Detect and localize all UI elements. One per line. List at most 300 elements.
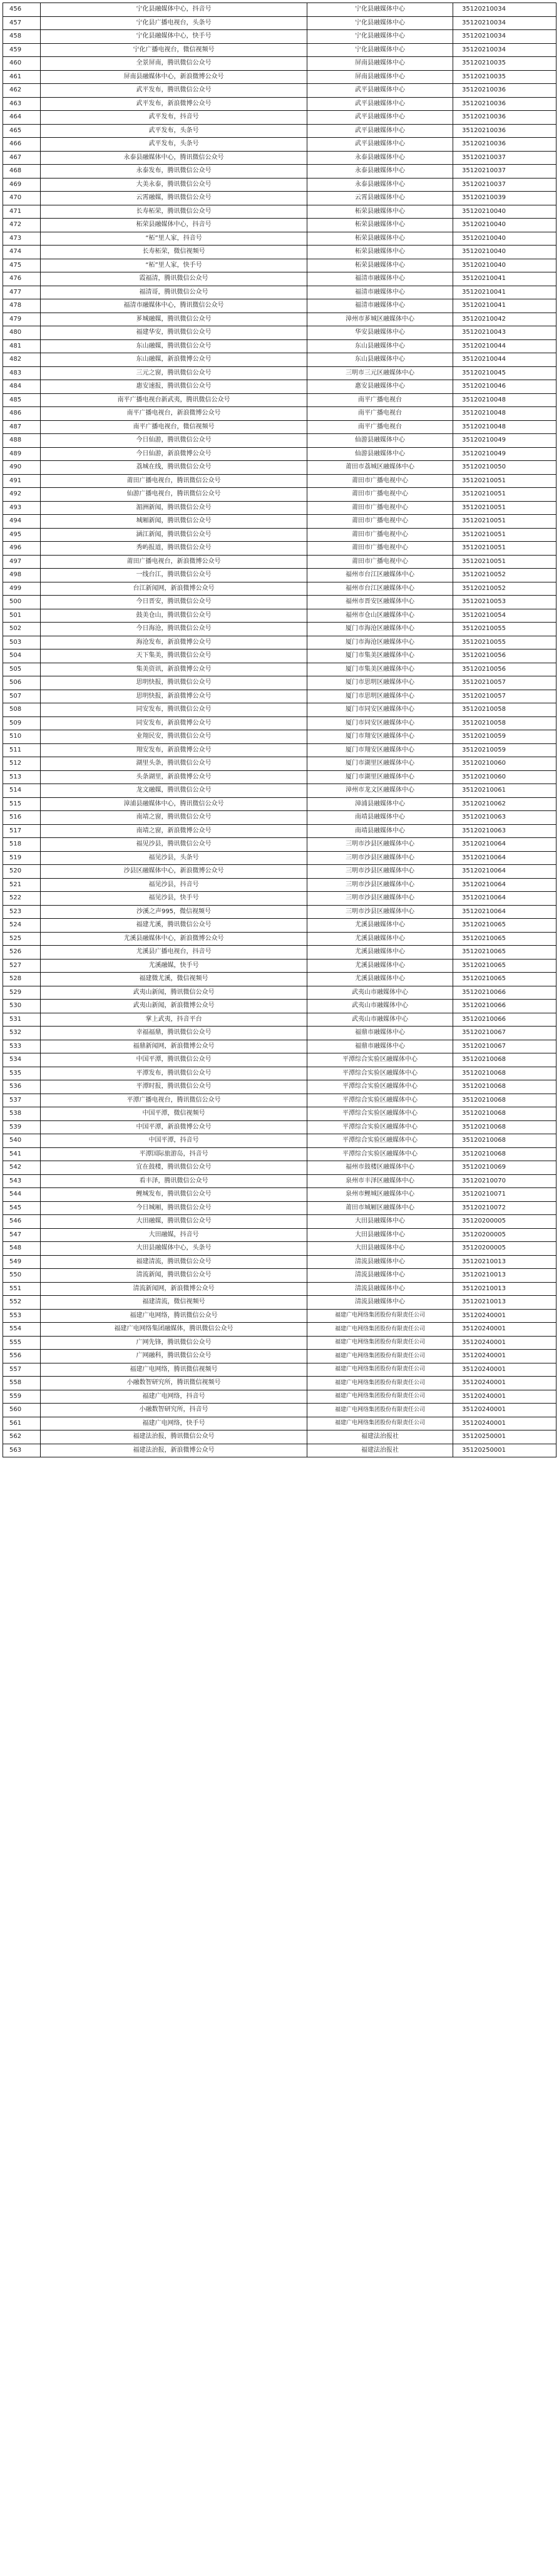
row-number-cell: 487 — [3, 420, 41, 434]
account-name-cell: 涵江新闻，腾讯微信公众号 — [41, 528, 307, 542]
organization-name-cell: 厦门市海沧区融媒体中心 — [307, 623, 453, 636]
organization-name-cell: 南靖县融媒体中心 — [307, 824, 453, 838]
account-name-cell: 思明快报，新浪微博公众号 — [41, 690, 307, 703]
registration-code-cell: 35120210064 — [453, 865, 556, 879]
registration-code-cell: 35120210034 — [453, 43, 556, 57]
table-row — [3, 838, 556, 852]
organization-name-cell: 厦门市海沧区融媒体中心 — [307, 636, 453, 649]
organization-name-cell: 平潭综合实验区融媒体中心 — [307, 1053, 453, 1067]
table-row — [3, 1323, 556, 1337]
account-name-cell: 武平发布，新浪微博公众号 — [41, 97, 307, 111]
organization-name-cell: 厦门市湖里区融媒体中心 — [307, 770, 453, 784]
registration-code-cell: 35120210050 — [453, 461, 556, 475]
table-row — [3, 730, 556, 744]
table-row — [3, 16, 556, 30]
registration-code-cell: 35120210051 — [453, 528, 556, 542]
row-number-cell: 524 — [3, 919, 41, 933]
table-row — [3, 649, 556, 663]
organization-name-cell: 屏南县融媒体中心 — [307, 70, 453, 84]
registration-code-cell: 35120210067 — [453, 1040, 556, 1053]
table-row — [3, 596, 556, 609]
table-row — [3, 636, 556, 649]
registration-code-cell: 35120210063 — [453, 811, 556, 825]
table-row — [3, 178, 556, 192]
registration-code-cell: 35120240001 — [453, 1336, 556, 1350]
organization-name-cell: 三明市沙县区融媒体中心 — [307, 838, 453, 852]
account-name-cell: 漳浦县融媒体中心，腾讯微信公众号 — [41, 797, 307, 811]
row-number-cell: 523 — [3, 905, 41, 919]
row-number-cell: 552 — [3, 1296, 41, 1310]
row-number-cell: 484 — [3, 380, 41, 394]
account-name-cell: 清流新闻，腾讯微信公众号 — [41, 1269, 307, 1283]
row-number-cell: 501 — [3, 609, 41, 623]
registration-code-cell: 35120210013 — [453, 1282, 556, 1296]
registration-code-cell: 35120210057 — [453, 676, 556, 690]
account-name-cell: 头条湖里，新浪微博公众号 — [41, 770, 307, 784]
registration-code-cell: 35120210064 — [453, 838, 556, 852]
row-number-cell: 526 — [3, 946, 41, 960]
account-name-cell: 今日仙游，新浪微博公众号 — [41, 447, 307, 461]
row-number-cell: 476 — [3, 272, 41, 286]
registration-code-cell: 35120210051 — [453, 542, 556, 556]
table-row — [3, 946, 556, 960]
table-row — [3, 1269, 556, 1283]
table-row — [3, 811, 556, 825]
account-name-cell: 福建广电网络，抖音号 — [41, 1390, 307, 1404]
account-name-cell: 幸福福鼎，腾讯微信公众号 — [41, 1027, 307, 1040]
organization-name-cell: 尤溪县融媒体中心 — [307, 932, 453, 946]
registration-code-cell: 35120210037 — [453, 165, 556, 178]
organization-name-cell: 三明市沙县区融媒体中心 — [307, 892, 453, 906]
account-name-cell: 长寿柘荣，腾讯微信公众号 — [41, 205, 307, 219]
registration-code-cell: 35120210036 — [453, 97, 556, 111]
organization-name-cell: 南平广播电视台 — [307, 393, 453, 407]
organization-name-cell: 清流县融媒体中心 — [307, 1296, 453, 1310]
registration-code-cell: 35120210040 — [453, 246, 556, 259]
row-number-cell: 547 — [3, 1228, 41, 1242]
table-row — [3, 663, 556, 676]
row-number-cell: 557 — [3, 1363, 41, 1377]
account-name-cell: “柘”里人家，快手号 — [41, 259, 307, 272]
account-name-cell: 霞福清，腾讯微信公众号 — [41, 272, 307, 286]
organization-name-cell: 厦门市同安区融媒体中心 — [307, 716, 453, 730]
table-row — [3, 973, 556, 986]
account-name-cell: 平潭时报，腾讯微信公众号 — [41, 1080, 307, 1094]
registration-code-cell: 35120210055 — [453, 623, 556, 636]
table-row — [3, 757, 556, 771]
registration-code-cell: 35120210068 — [453, 1120, 556, 1134]
row-number-cell: 516 — [3, 811, 41, 825]
account-name-cell: 宁化县融媒体中心，快手号 — [41, 30, 307, 44]
organization-name-cell: 尤溪县融媒体中心 — [307, 919, 453, 933]
account-name-cell: 三元之窗，腾讯微信公众号 — [41, 366, 307, 380]
registration-code-cell: 35120210044 — [453, 353, 556, 367]
organization-name-cell: 平潭综合实验区融媒体中心 — [307, 1067, 453, 1080]
account-name-cell: 翔安发布，新浪微博公众号 — [41, 743, 307, 757]
registration-code-cell: 35120210060 — [453, 770, 556, 784]
organization-name-cell: 福鼎市融媒体中心 — [307, 1027, 453, 1040]
table-row — [3, 246, 556, 259]
row-number-cell: 540 — [3, 1134, 41, 1148]
account-name-cell: 沙县区融媒体中心，新浪微博公众号 — [41, 865, 307, 879]
row-number-cell: 515 — [3, 797, 41, 811]
organization-name-cell: 清流县融媒体中心 — [307, 1282, 453, 1296]
registration-code-cell: 35120210042 — [453, 313, 556, 326]
account-name-cell: 福建法治报，腾讯微信公众号 — [41, 1430, 307, 1444]
account-name-cell: 莆田广播电视台，腾讯微信公众号 — [41, 474, 307, 488]
organization-name-cell: 尤溪县融媒体中心 — [307, 959, 453, 973]
row-number-cell: 467 — [3, 151, 41, 165]
registration-code-cell: 35120210068 — [453, 1080, 556, 1094]
account-name-cell: 掌上武夷，抖音平台 — [41, 1013, 307, 1027]
table-row — [3, 878, 556, 892]
registration-code-cell: 35120210045 — [453, 366, 556, 380]
account-name-cell: 沙溪之声995，微信视频号 — [41, 905, 307, 919]
registration-code-cell: 35120210055 — [453, 636, 556, 649]
registration-code-cell: 35120210059 — [453, 743, 556, 757]
table-row — [3, 784, 556, 798]
account-name-cell: 城厢新闻，腾讯微信公众号 — [41, 515, 307, 529]
registration-code-cell: 35120210065 — [453, 973, 556, 986]
organization-name-cell: 莆田市广播电视中心 — [307, 555, 453, 569]
registration-code-cell: 35120210069 — [453, 1161, 556, 1175]
account-name-cell: 云霄融媒，腾讯微信公众号 — [41, 192, 307, 205]
table-row — [3, 339, 556, 353]
table-row — [3, 716, 556, 730]
organization-name-cell: 惠安县融媒体中心 — [307, 380, 453, 394]
table-row — [3, 1309, 556, 1323]
table-row — [3, 528, 556, 542]
row-number-cell: 558 — [3, 1377, 41, 1390]
account-name-cell: 今日晋安，腾讯微信公众号 — [41, 596, 307, 609]
account-name-cell: 一线台江，腾讯微信公众号 — [41, 569, 307, 582]
registration-code-cell: 35120240001 — [453, 1390, 556, 1404]
table-row — [3, 555, 556, 569]
registration-code-cell: 35120240001 — [453, 1309, 556, 1323]
organization-name-cell: 泉州市丰泽区融媒体中心 — [307, 1174, 453, 1188]
account-name-cell: 宁化县融媒体中心，抖音号 — [41, 3, 307, 17]
account-name-cell: 武平发布，抖音号 — [41, 111, 307, 125]
registration-code-cell: 35120210046 — [453, 380, 556, 394]
row-number-cell: 499 — [3, 582, 41, 596]
organization-name-cell: 福建广电网络集团股份有限责任公司 — [307, 1377, 453, 1390]
table-row — [3, 609, 556, 623]
organization-name-cell: 厦门市思明区融媒体中心 — [307, 690, 453, 703]
table-row — [3, 1444, 556, 1457]
registration-code-cell: 35120210063 — [453, 824, 556, 838]
row-number-cell: 490 — [3, 461, 41, 475]
organization-name-cell: 漳浦县融媒体中心 — [307, 797, 453, 811]
row-number-cell: 502 — [3, 623, 41, 636]
organization-name-cell: 莆田市广播电视中心 — [307, 488, 453, 502]
table-row — [3, 138, 556, 152]
account-name-cell: 福鼎新闻网，新浪微博公众号 — [41, 1040, 307, 1053]
organization-name-cell: 福建法治报社 — [307, 1430, 453, 1444]
registration-code-cell: 35120210071 — [453, 1188, 556, 1202]
account-name-cell: 大田县融媒体中心，头条号 — [41, 1242, 307, 1256]
registration-code-cell: 35120210013 — [453, 1269, 556, 1283]
account-name-cell: 大美永泰，腾讯微信公众号 — [41, 178, 307, 192]
organization-name-cell: 宁化县融媒体中心 — [307, 30, 453, 44]
organization-name-cell: 厦门市同安区融媒体中心 — [307, 703, 453, 717]
organization-name-cell: 仙游县融媒体中心 — [307, 434, 453, 448]
registration-code-cell: 35120210044 — [453, 339, 556, 353]
account-name-cell: 南平广播电视台新武夷，腾讯微信公众号 — [41, 393, 307, 407]
account-name-cell: 长寿柘荣，微信视频号 — [41, 246, 307, 259]
row-number-cell: 496 — [3, 542, 41, 556]
row-number-cell: 460 — [3, 57, 41, 71]
table-row — [3, 205, 556, 219]
account-name-cell: 福清哥，腾讯微信公众号 — [41, 286, 307, 299]
row-number-cell: 537 — [3, 1094, 41, 1107]
registration-code-cell: 35120210048 — [453, 420, 556, 434]
account-name-cell: 同安发布，新浪微博公众号 — [41, 716, 307, 730]
organization-name-cell: 泉州市鲤城区融媒体中心 — [307, 1188, 453, 1202]
account-name-cell: 平潭广播电视台，腾讯微信公众号 — [41, 1094, 307, 1107]
table-row — [3, 515, 556, 529]
registration-code-cell: 35120210035 — [453, 57, 556, 71]
table-row — [3, 1040, 556, 1053]
registration-code-cell: 35120210070 — [453, 1174, 556, 1188]
organization-name-cell: 福州市台江区融媒体中心 — [307, 569, 453, 582]
table-row — [3, 111, 556, 125]
table-row — [3, 1255, 556, 1269]
table-row — [3, 1188, 556, 1202]
registration-code-cell: 35120210051 — [453, 488, 556, 502]
registration-code-cell: 35120210041 — [453, 272, 556, 286]
registration-code-cell: 35120210056 — [453, 649, 556, 663]
table-row — [3, 151, 556, 165]
account-name-cell: 今日海沧，腾讯微信公众号 — [41, 623, 307, 636]
registration-code-cell: 35120210068 — [453, 1107, 556, 1121]
organization-name-cell: 莆田市广播电视中心 — [307, 542, 453, 556]
account-name-cell: 小融数智研究所，抖音号 — [41, 1404, 307, 1417]
table-row — [3, 1350, 556, 1363]
account-name-cell: 福见沙县，抖音号 — [41, 878, 307, 892]
row-number-cell: 544 — [3, 1188, 41, 1202]
table-row — [3, 824, 556, 838]
table-row — [3, 461, 556, 475]
account-name-cell: 同安发布，腾讯微信公众号 — [41, 703, 307, 717]
account-name-cell: 秀屿报道，腾讯微信公众号 — [41, 542, 307, 556]
registration-code-cell: 35120240001 — [453, 1363, 556, 1377]
organization-name-cell: 福建广电网络集团股份有限责任公司 — [307, 1323, 453, 1337]
row-number-cell: 456 — [3, 3, 41, 17]
organization-name-cell: 平潭综合实验区融媒体中心 — [307, 1120, 453, 1134]
organization-name-cell: 东山县融媒体中心 — [307, 339, 453, 353]
account-name-cell: 福建广电网络，快手号 — [41, 1417, 307, 1430]
account-name-cell: 今日城厢，腾讯微信公众号 — [41, 1201, 307, 1215]
row-number-cell: 486 — [3, 407, 41, 421]
table-row — [3, 569, 556, 582]
table-row — [3, 1336, 556, 1350]
registration-code-cell: 35120210064 — [453, 878, 556, 892]
table-row — [3, 1120, 556, 1134]
registration-code-cell: 35120210034 — [453, 30, 556, 44]
organization-name-cell: 漳州市芗城区融媒体中心 — [307, 313, 453, 326]
row-number-cell: 509 — [3, 716, 41, 730]
organization-name-cell: 三明市沙县区融媒体中心 — [307, 851, 453, 865]
table-row — [3, 1080, 556, 1094]
account-name-cell: 尤溪融媒，快手号 — [41, 959, 307, 973]
account-name-cell: 东山融媒，腾讯微信公众号 — [41, 339, 307, 353]
account-name-cell: 仙游广播电视台，腾讯微信公众号 — [41, 488, 307, 502]
row-number-cell: 545 — [3, 1201, 41, 1215]
table-row — [3, 1215, 556, 1229]
registration-code-cell: 35120210040 — [453, 259, 556, 272]
table-row — [3, 326, 556, 340]
organization-name-cell: 武夷山市融媒体中心 — [307, 1013, 453, 1027]
registration-code-cell: 35120240001 — [453, 1417, 556, 1430]
table-row — [3, 407, 556, 421]
registration-code-cell: 35120250001 — [453, 1430, 556, 1444]
row-number-cell: 481 — [3, 339, 41, 353]
organization-name-cell: 武平县融媒体中心 — [307, 111, 453, 125]
row-number-cell: 532 — [3, 1027, 41, 1040]
row-number-cell: 471 — [3, 205, 41, 219]
registration-code-cell: 35120210049 — [453, 434, 556, 448]
table-row — [3, 488, 556, 502]
account-name-cell: 福建华安，腾讯微信公众号 — [41, 326, 307, 340]
row-number-cell: 466 — [3, 138, 41, 152]
organization-name-cell: 平潭综合实验区融媒体中心 — [307, 1094, 453, 1107]
organization-name-cell: 柘荣县融媒体中心 — [307, 246, 453, 259]
table-row — [3, 3, 556, 17]
table-row — [3, 272, 556, 286]
organization-name-cell: 福建广电网络集团股份有限责任公司 — [307, 1390, 453, 1404]
account-name-cell: 东山融媒，新浪微博公众号 — [41, 353, 307, 367]
table-row — [3, 259, 556, 272]
organization-name-cell: 平潭综合实验区融媒体中心 — [307, 1134, 453, 1148]
registration-code-cell: 35120210052 — [453, 569, 556, 582]
account-name-cell: 中国平潭，抖音号 — [41, 1134, 307, 1148]
organization-name-cell: 福清市融媒体中心 — [307, 272, 453, 286]
row-number-cell: 462 — [3, 84, 41, 98]
organization-name-cell: 尤溪县融媒体中心 — [307, 946, 453, 960]
account-name-cell: 小融数智研究所，腾讯微信视频号 — [41, 1377, 307, 1390]
row-number-cell: 470 — [3, 192, 41, 205]
table-row — [3, 676, 556, 690]
table-row — [3, 1161, 556, 1175]
registry-table-body — [3, 3, 556, 1457]
table-row — [3, 474, 556, 488]
organization-name-cell: 云霄县融媒体中心 — [307, 192, 453, 205]
organization-name-cell: 宁化县融媒体中心 — [307, 3, 453, 17]
registration-code-cell: 35120210043 — [453, 326, 556, 340]
registration-code-cell: 35120210040 — [453, 205, 556, 219]
organization-name-cell: 厦门市翔安区融媒体中心 — [307, 730, 453, 744]
organization-name-cell: 屏南县融媒体中心 — [307, 57, 453, 71]
table-row — [3, 905, 556, 919]
row-number-cell: 556 — [3, 1350, 41, 1363]
registration-code-cell: 35120210040 — [453, 219, 556, 232]
organization-name-cell: 三明市沙县区融媒体中心 — [307, 865, 453, 879]
account-name-cell: 福清市融媒体中心，腾讯微信公众号 — [41, 299, 307, 313]
organization-name-cell: 宁化县融媒体中心 — [307, 43, 453, 57]
registration-code-cell: 35120210051 — [453, 474, 556, 488]
row-number-cell: 511 — [3, 743, 41, 757]
organization-name-cell: 永泰县融媒体中心 — [307, 165, 453, 178]
table-row — [3, 30, 556, 44]
row-number-cell: 522 — [3, 892, 41, 906]
organization-name-cell: 福清市融媒体中心 — [307, 286, 453, 299]
organization-name-cell: 福州市台江区融媒体中心 — [307, 582, 453, 596]
row-number-cell: 468 — [3, 165, 41, 178]
registration-code-cell: 35120210058 — [453, 703, 556, 717]
organization-name-cell: 福建广电网络集团股份有限责任公司 — [307, 1404, 453, 1417]
registration-code-cell: 35120210041 — [453, 286, 556, 299]
account-name-cell: 龙文融媒，腾讯微信公众号 — [41, 784, 307, 798]
account-name-cell: 福建广电网络集团融媒体，腾讯微信公众号 — [41, 1323, 307, 1337]
row-number-cell: 512 — [3, 757, 41, 771]
registration-code-cell: 35120210036 — [453, 84, 556, 98]
account-name-cell: 今日仙游，腾讯微信公众号 — [41, 434, 307, 448]
organization-name-cell: 柘荣县融媒体中心 — [307, 205, 453, 219]
table-row — [3, 1107, 556, 1121]
organization-name-cell: 南平广播电视台 — [307, 420, 453, 434]
organization-name-cell: 宁化县融媒体中心 — [307, 16, 453, 30]
organization-name-cell: 厦门市湖里区融媒体中心 — [307, 757, 453, 771]
table-row — [3, 299, 556, 313]
registration-code-cell: 35120210049 — [453, 447, 556, 461]
row-number-cell: 533 — [3, 1040, 41, 1053]
registration-code-cell: 35120210053 — [453, 596, 556, 609]
account-name-cell: 南平广播电视台，新浪微博公众号 — [41, 407, 307, 421]
table-row — [3, 1174, 556, 1188]
row-number-cell: 475 — [3, 259, 41, 272]
row-number-cell: 465 — [3, 124, 41, 138]
row-number-cell: 531 — [3, 1013, 41, 1027]
row-number-cell: 529 — [3, 986, 41, 1000]
account-name-cell: 柘荣县融媒体中心，抖音号 — [41, 219, 307, 232]
registration-code-cell: 35120210065 — [453, 946, 556, 960]
row-number-cell: 491 — [3, 474, 41, 488]
row-number-cell: 483 — [3, 366, 41, 380]
row-number-cell: 534 — [3, 1053, 41, 1067]
registration-code-cell: 35120210064 — [453, 851, 556, 865]
organization-name-cell: 武平县融媒体中心 — [307, 138, 453, 152]
organization-name-cell: 福鼎市融媒体中心 — [307, 1040, 453, 1053]
account-name-cell: 武夷山新闻，腾讯微信公众号 — [41, 986, 307, 1000]
registration-code-cell: 35120240001 — [453, 1323, 556, 1337]
organization-name-cell: 永泰县融媒体中心 — [307, 151, 453, 165]
row-number-cell: 551 — [3, 1282, 41, 1296]
row-number-cell: 488 — [3, 434, 41, 448]
account-name-cell: 武平发布，头条号 — [41, 138, 307, 152]
account-name-cell: 台江新闻网，新浪微博公众号 — [41, 582, 307, 596]
organization-name-cell: 仙游县融媒体中心 — [307, 447, 453, 461]
registration-code-cell: 35120210013 — [453, 1296, 556, 1310]
table-row — [3, 501, 556, 515]
table-row — [3, 1228, 556, 1242]
account-name-cell: 莆田广播电视台，新浪微博公众号 — [41, 555, 307, 569]
organization-name-cell: 莆田市广播电视中心 — [307, 501, 453, 515]
account-name-cell: 天下集美，腾讯微信公众号 — [41, 649, 307, 663]
row-number-cell: 503 — [3, 636, 41, 649]
table-row — [3, 582, 556, 596]
table-row — [3, 43, 556, 57]
table-row — [3, 232, 556, 246]
table-row — [3, 57, 556, 71]
row-number-cell: 504 — [3, 649, 41, 663]
table-row — [3, 1053, 556, 1067]
organization-name-cell: 福建法治报社 — [307, 1444, 453, 1457]
table-row — [3, 959, 556, 973]
row-number-cell: 535 — [3, 1067, 41, 1080]
registration-code-cell: 35120240001 — [453, 1377, 556, 1390]
row-number-cell: 498 — [3, 569, 41, 582]
row-number-cell: 482 — [3, 353, 41, 367]
